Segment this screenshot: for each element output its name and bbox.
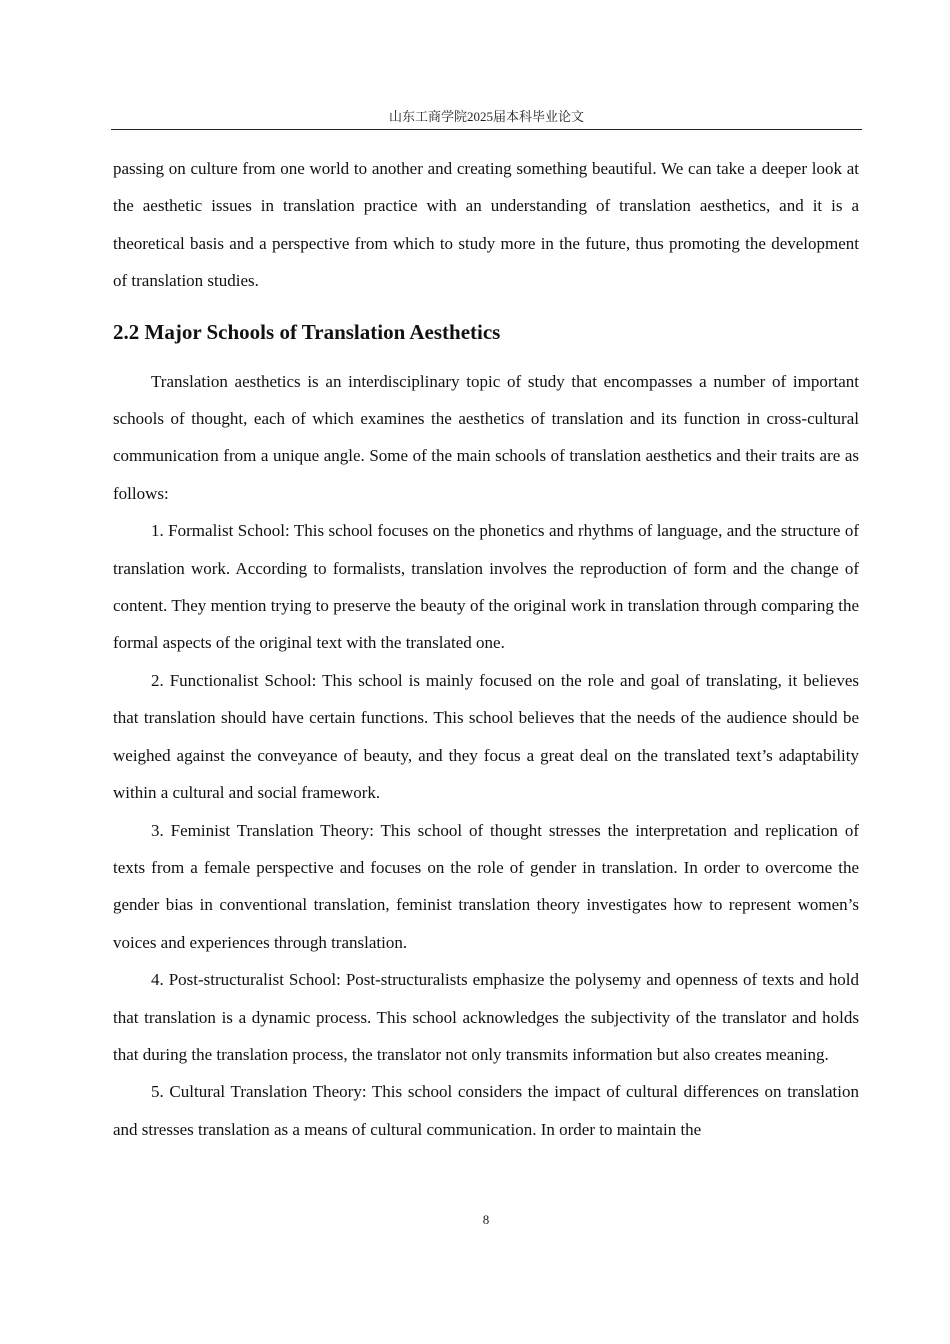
page-header: [111, 107, 862, 130]
document-body: [113, 150, 859, 1148]
intro-paragraph: passing on culture from one world to another and creating something beautiful. We can take a deeper look at the aesthetic issues in translation practice with an understanding of translation aesthetics, and it is a theoretical basis and a perspective from which to study more in the future, thus promoting the development of translation studies.: [113, 159, 859, 291]
section-heading: 2.2 Major Schools of Translation Aesthetics: [113, 319, 501, 344]
paragraph-overview: Translation aesthetics is an interdisciplinary topic of study that encompasses a number of important schools of thought, each of which examines the aesthetics of translation and its function in cross-cultural communication from a unique angle. Some of the main schools of translation aesthetics and their traits are as follows:: [113, 371, 859, 503]
header-title: 山东工商学院2025届本科毕业论文: [388, 109, 584, 124]
paragraph-functionalist-school: 2. Functionalist School: This school is mainly focused on the role and goal of translating, it believes that translation should have certain functions. This school believes that the needs of the audience should be weighed against the conveyance of beauty, and they focus a great deal on the translated text’s adaptability within a cultural and social framework.: [113, 670, 859, 803]
paragraph-cultural-theory: 5. Cultural Translation Theory: This school considers the impact of cultural differences on translation and stresses translation as a means of cultural communication. In order to maintain the: [113, 1082, 859, 1139]
paragraph-formalist-school: 1. Formalist School: This school focuses on the phonetics and rhythms of language, and the structure of translation work. According to formalists, translation involves the reproduction of form and the change of content. They mention trying to preserve the beauty of the original work in translation through comparing the formal aspects of the original text with the translated one.: [113, 521, 859, 653]
paragraph-feminist-theory: 3. Feminist Translation Theory: This school of thought stresses the interpretation and replication of texts from a female perspective and focuses on the role of gender in translation. In order to overcome the gender bias in conventional translation, feminist translation theory investigates how to represent women’s voices and experiences through translation.: [113, 820, 859, 952]
page-number: 8: [482, 1212, 490, 1227]
paragraph-post-structuralist-school: 4. Post-structuralist School: Post-structuralists emphasize the polysemy and openness of texts and hold that translation is a dynamic process. This school acknowledges the subjectivity of the translator and holds that during the translation process, the translator not only transmits information but also creates meaning.: [113, 970, 859, 1064]
